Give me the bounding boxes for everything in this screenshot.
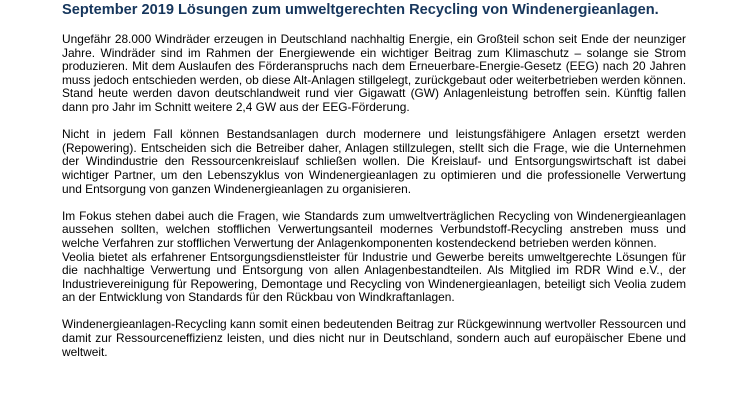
paragraph-standards: Im Fokus stehen dabei auch die Fragen, wie Standards zum umweltverträglichen Recycling von Windenergieanlagen aussehen sollten, welchen stofflichen Verwertungsanteil modernes Verbundstoff-Recycling anstreben muss und welche Verfahren zur stofflichen Verwertung der Anlagenkomponenten kostendeckend betrieben werden können.: [62, 208, 686, 250]
document-page: [62, 0, 686, 359]
paragraph-intro: Ungefähr 28.000 Windräder erzeugen in Deutschland nachhaltig Energie, ein Großteil schon seit Ende der neunziger Jahre. Windräder sind im Rahmen der Energiewende ein wichtiger Beitrag zum Klimaschutz – solange sie Strom produzieren. Mit dem Auslaufen des Förderanspruchs nach dem Erneuerbare-Energie-Gesetz (EEG) nach 20 Jahren muss jedoch entschieden werden, ob diese Alt-Anlagen stillgelegt, zurückgebaut oder weiterbetrieben werden können. Stand heute werden davon deutschlandweit rund vier Gigawatt (GW) Anlagenleistung betroffen sein. Künftig fallen dann pro Jahr im Schnitt weitere 2,4 GW aus der EEG-Förderung.: [62, 32, 686, 114]
paragraph-spacer: [62, 305, 686, 319]
paragraph-conclusion: Windenergieanlagen-Recycling kann somit einen bedeutenden Beitrag zur Rückgewinnung wertvoller Ressourcen und damit zur Ressourceneffizienz leisten, und dies nicht nur in Deutschland, sondern auch auf europäischer Ebene und weltweit.: [62, 317, 686, 359]
paragraph-repowering: Nicht in jedem Fall können Bestandsanlagen durch modernere und leistungsfähigere Anlagen ersetzt werden (Repowering). Entscheiden sich die Betreiber daher, Anlagen stillzulegen, stellt sich die Frage, wie die Unternehmen der Windindustrie den Ressourcenkreislauf schließen wollen. Die Kreislauf- und Entsorgungswirtschaft ist dabei wichtiger Partner, um den Lebenszyklus von Windenergieanlagen zu optimieren und die professionelle Verwertung und Entsorgung von ganzen Windenergieanlagen zu organisieren.: [62, 127, 686, 196]
paragraph-spacer: [62, 115, 686, 129]
paragraph-veolia: Veolia bietet als erfahrener Entsorgungsdienstleister für Industrie und Gewerbe bereits umweltgerechte Lösungen für die nachhaltige Verwertung und Entsorgung von allen Anlagenbestandteilen. Als Mitglied im RDR Wind e.V., der Industrievereinigung für Repowering, Demontage und Recycling von Windenergieanlagen, beteiligt sich Veolia zudem an der Entwicklung von Standards für den Rückbau von Windkraftanlagen.: [62, 249, 686, 305]
document-title: September 2019 Lösungen zum umweltgerechten Recycling von Windenergieanlagen.: [62, 2, 659, 18]
document-body: [62, 33, 686, 359]
paragraph-spacer: [62, 196, 686, 210]
